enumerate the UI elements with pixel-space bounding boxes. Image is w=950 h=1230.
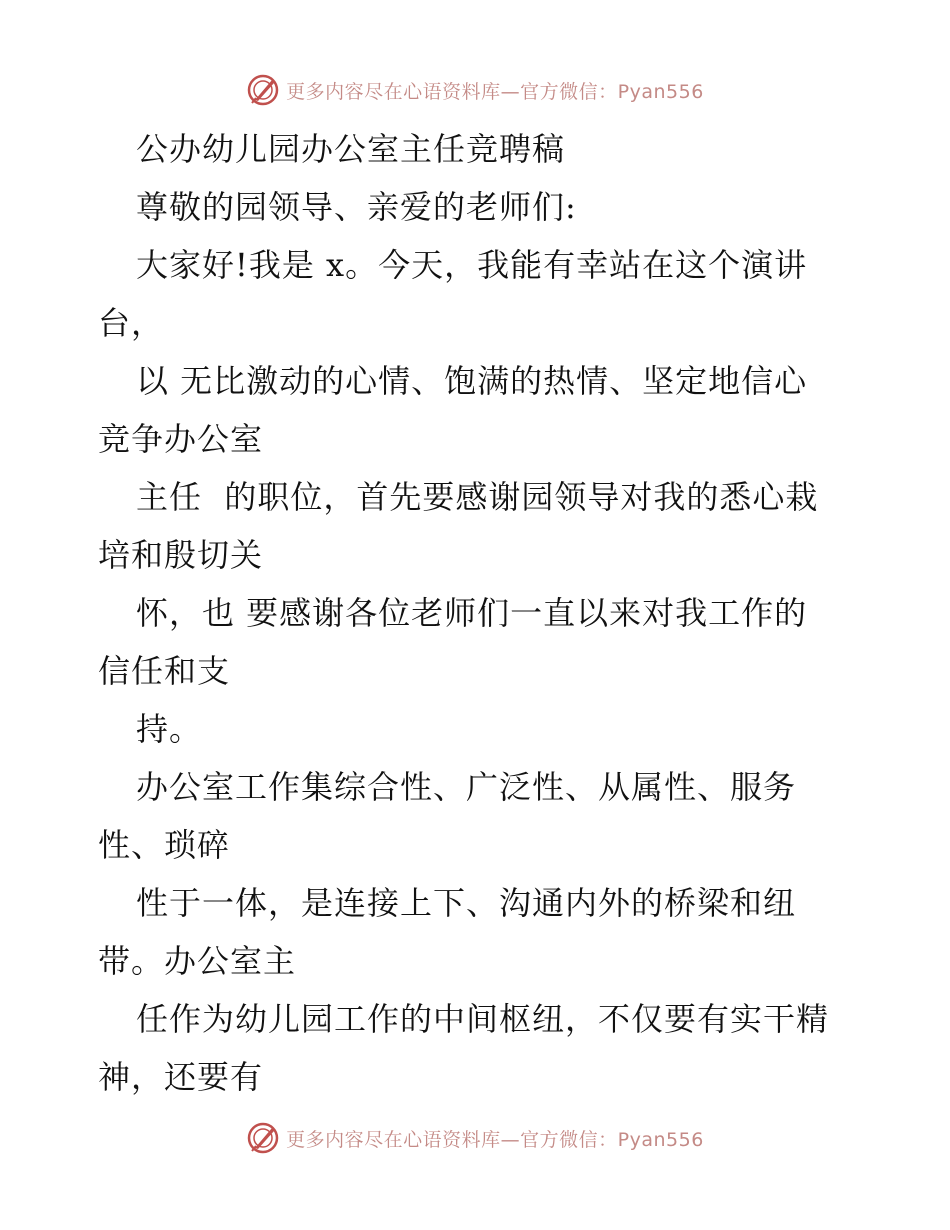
footer-banner-text: 更多内容尽在心语资料库—官方微信：Pyan556 [286,1128,704,1151]
paragraph-line: 性于一体，是连接上下、沟通内外的桥梁和纽 [136,884,797,922]
paragraph-line: 办公室工作集综合性、广泛性、从属性、服务 [136,768,797,806]
quill-pen-logo-icon [246,1121,280,1155]
paragraph-line: 竞争办公室 [98,420,264,458]
paragraph-line: 培和殷切关 [98,536,264,574]
header-banner [0,68,950,112]
paragraph-line: 神，还要有 [98,1058,264,1096]
paragraph-line: 任作为幼儿园工作的中间枢纽，不仅要有实干精 [136,1000,830,1038]
paragraph-line: 大家好!我是 x。今天，我能有幸站在这个演讲 [136,246,808,284]
header-banner-text: 更多内容尽在心语资料库—官方微信：Pyan556 [286,80,704,103]
paragraph-line: 以 无比激动的心情、饱满的热情、坚定地信心 [136,362,808,400]
footer-banner [0,1116,950,1160]
paragraph-line: 性、琐碎 [98,826,231,864]
paragraph-line: 怀，也 要感谢各位老师们一直以来对我工作的 [136,594,808,632]
document-body [98,120,858,1106]
quill-pen-logo-icon [246,73,280,107]
paragraph-line: 持。 [136,710,203,748]
document-title: 公办幼儿园办公室主任竞聘稿 [136,130,566,168]
paragraph-line: 台， [98,304,165,342]
paragraph-line: 信任和支 [98,652,231,690]
paragraph-line: 带。办公室主 [98,942,297,980]
salutation: 尊敬的园领导、亲爱的老师们: [136,188,577,226]
paragraph-line: 主任 的职位，首先要感谢园领导对我的悉心栽 [136,478,819,516]
